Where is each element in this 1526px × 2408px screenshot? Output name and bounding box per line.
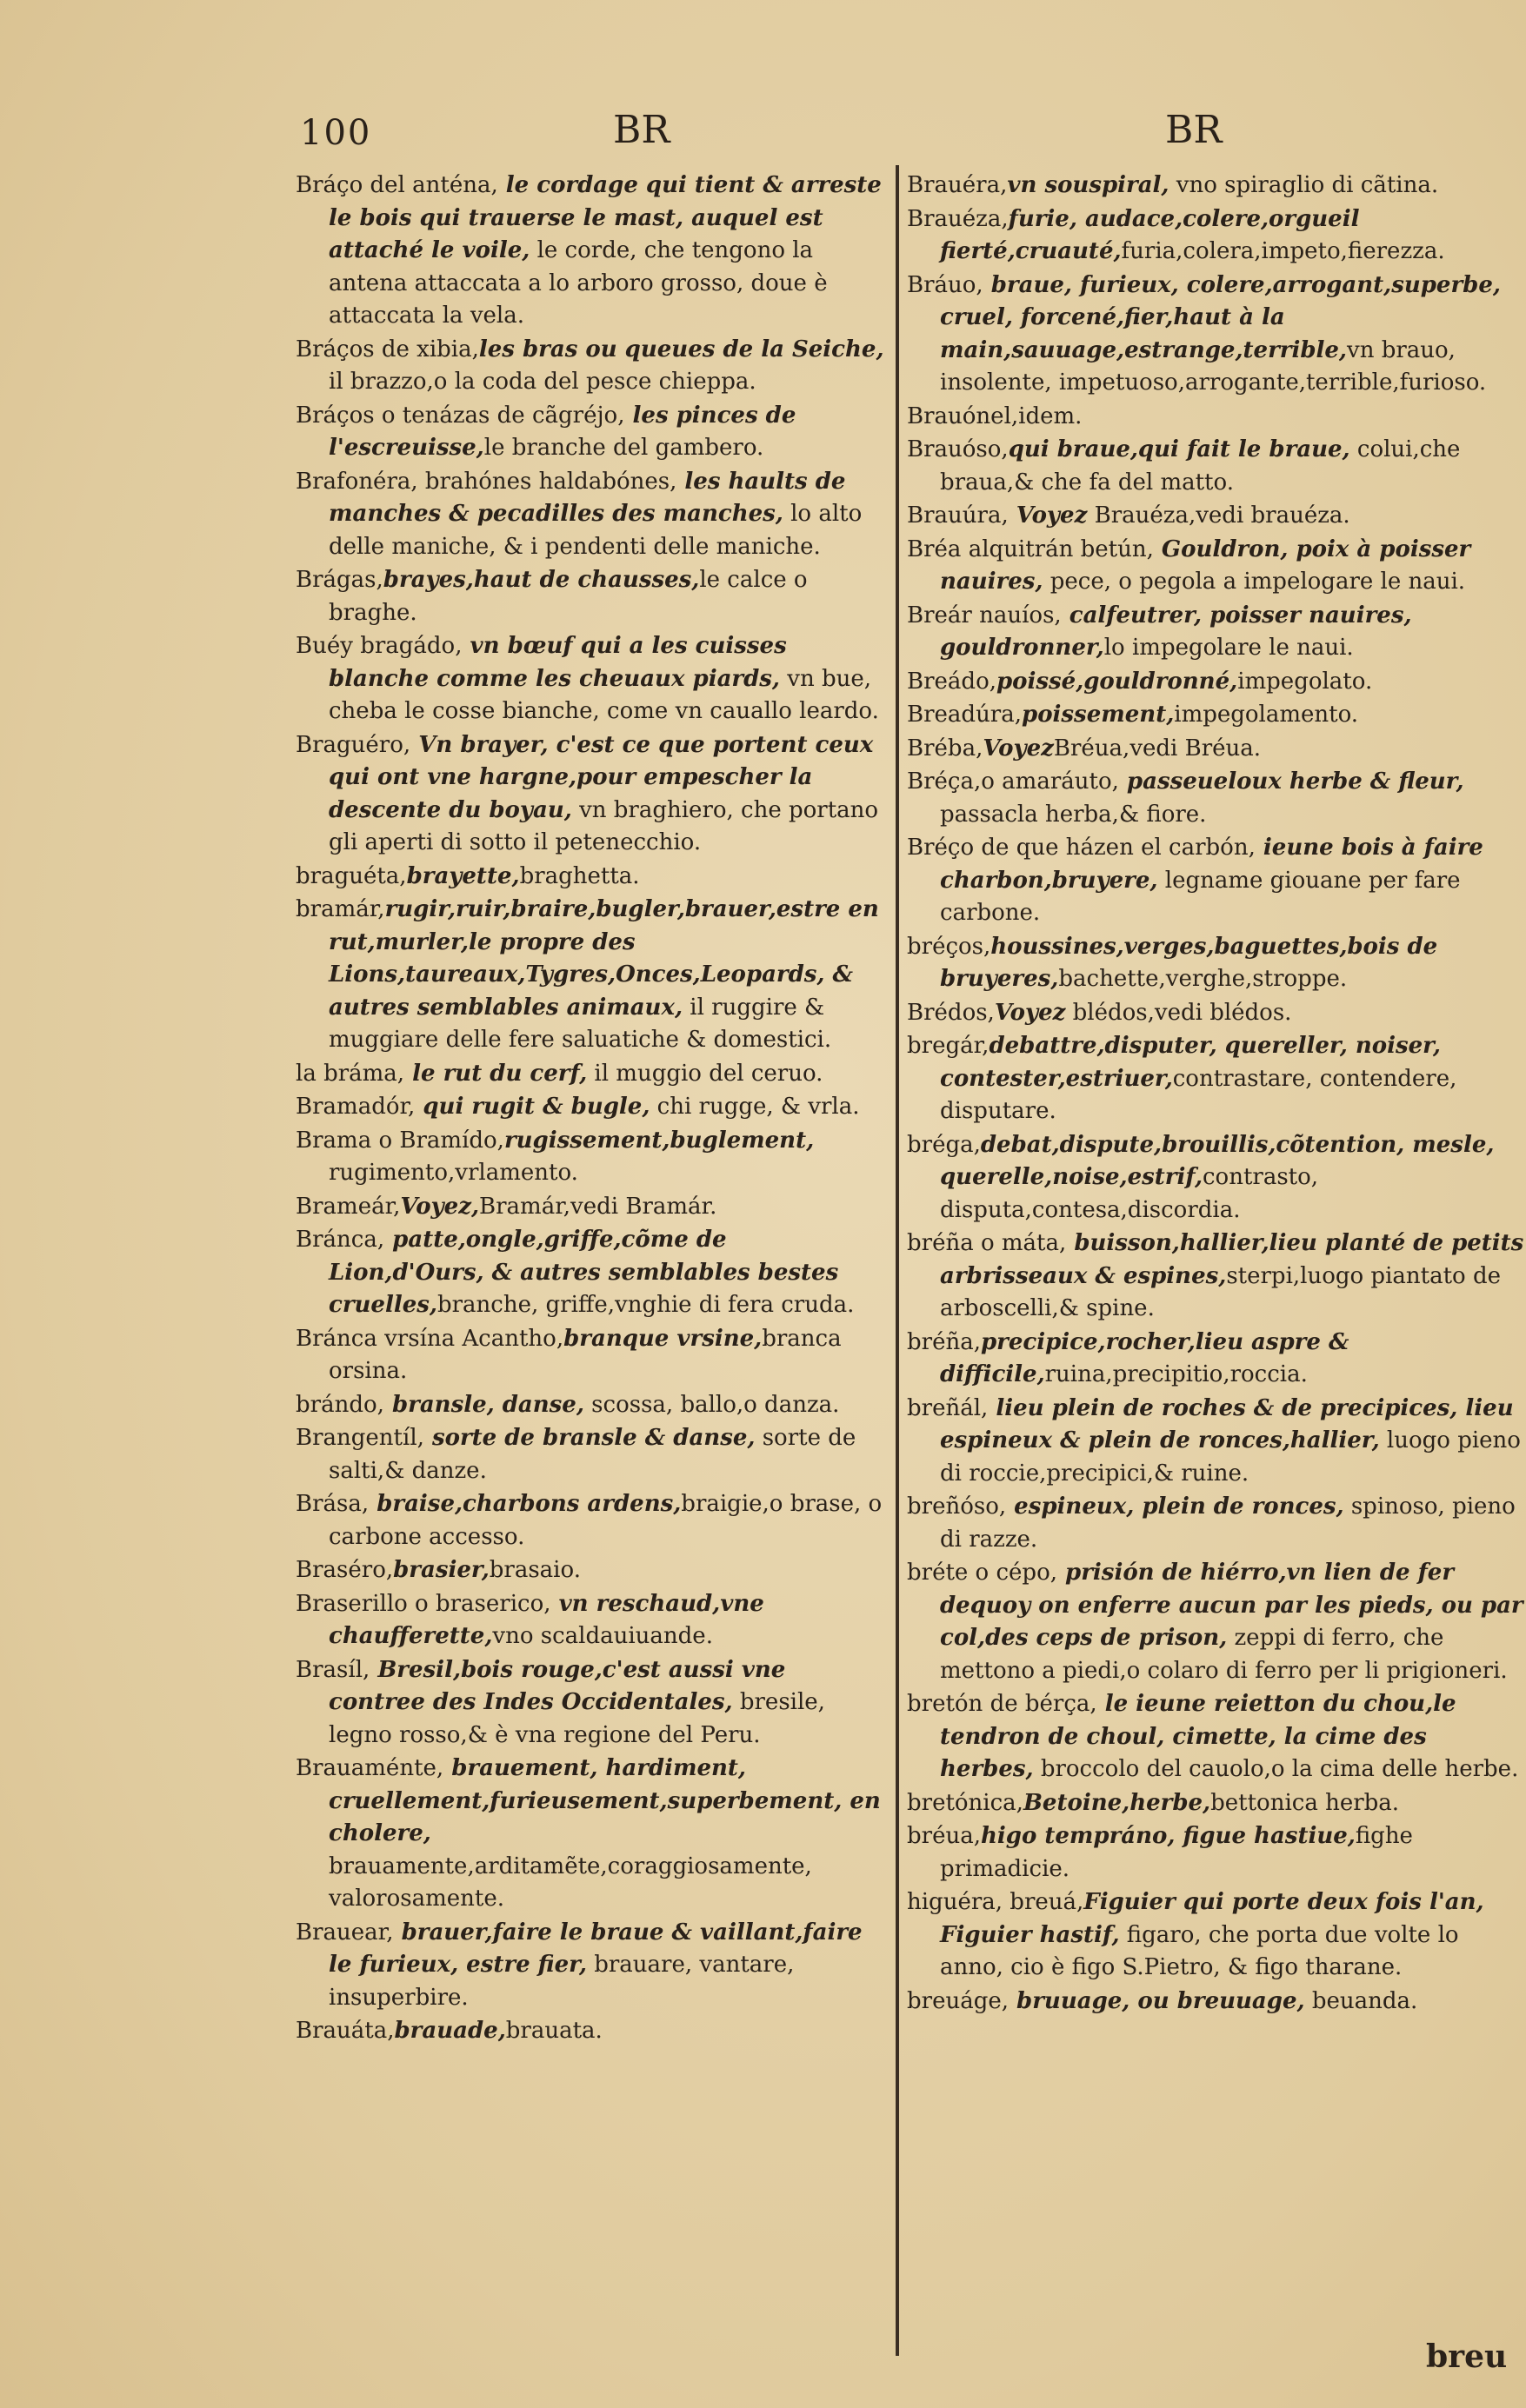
italian-gloss: brauare, vantare, insuperbire. [329, 1952, 795, 2011]
french-gloss: precipice,rocher,lieu aspre & difficile, [940, 1328, 1349, 1387]
french-gloss: higo tempráno, figue hastiue, [980, 1823, 1356, 1849]
headword: Bréa alquitrán betún, [907, 535, 1154, 562]
left-column [296, 170, 887, 2049]
french-gloss: Voyez [994, 999, 1066, 1026]
dictionary-entry [907, 1227, 1526, 1326]
dictionary-entry [907, 500, 1526, 533]
french-gloss: sorte de bransle & danse, [423, 1425, 756, 1451]
italian-gloss: branche, griffe,vnghie di fera cruda. [436, 1292, 855, 1318]
italian-gloss: broccolo del cauolo,o la cima delle herbe. [1033, 1756, 1519, 1782]
italian-gloss: le branche del gambero. [483, 435, 764, 461]
running-header [0, 108, 1526, 165]
headword: Bramadór, [296, 1094, 416, 1120]
french-gloss: Bresil,bois rouge,c'est aussi vne contree des Indes Occidentales, [329, 1656, 786, 1715]
headword: Brafonéra, brahónes haldabónes, [296, 468, 677, 495]
italian-gloss: sorte de salti,& danze. [329, 1425, 856, 1484]
italian-gloss: sterpi,luogo piantato de arboscelli,& spine. [940, 1262, 1501, 1321]
italian-gloss: impegolato. [1237, 668, 1373, 695]
italian-gloss: passacla herba,& fiore. [940, 801, 1207, 828]
dictionary-entry [907, 1557, 1526, 1687]
headword: bréga, [907, 1131, 981, 1158]
headword: bréña, [907, 1328, 981, 1355]
italian-gloss: contrastare, contendere, disputare. [940, 1065, 1457, 1124]
italian-gloss: idem. [1018, 402, 1083, 429]
dictionary-entry [907, 1030, 1526, 1128]
french-gloss: prisión de hiérro,vn lien de fer dequoy on enferre aucun par les pieds, ou par col,des ceps de prison, [940, 1560, 1523, 1651]
french-gloss: brasier, [393, 1557, 490, 1583]
dictionary-entry [296, 1422, 887, 1487]
dictionary-entry [296, 1191, 887, 1224]
italian-gloss: il ruggire & muggiare delle fere saluatiche & domestici. [329, 994, 832, 1053]
dictionary-entry [907, 203, 1526, 269]
dictionary-entry [296, 1224, 887, 1322]
dictionary-entry [907, 1129, 1526, 1227]
italian-gloss: blédos,vedi blédos. [1065, 999, 1292, 1026]
italian-gloss: spinoso, pieno di razze. [940, 1493, 1516, 1553]
french-gloss: vn bœuf qui a les cuisses blanche comme les cheuaux piards, [329, 633, 787, 692]
dictionary-entry [907, 931, 1526, 996]
headword: Brágas, [296, 567, 383, 593]
italian-gloss: furia,colera,impeto,fierezza. [1121, 238, 1445, 264]
italian-gloss: bresile, legno rosso,& è vna regione del Peru. [329, 1689, 825, 1748]
dictionary-entry [907, 1491, 1526, 1556]
french-gloss: Voyez [1008, 502, 1088, 529]
french-gloss: bruuage, ou breuuage, [1009, 1987, 1305, 2014]
headword: Brédos, [907, 999, 995, 1026]
headword: Breadúra, [907, 702, 1023, 728]
italian-gloss: Bramár,vedi Bramár. [479, 1193, 717, 1220]
italian-gloss: vno scaldauiuande. [492, 1623, 713, 1649]
french-gloss: les haults de manches & pecadilles des manches, [329, 468, 846, 527]
french-gloss: Voyez [983, 735, 1054, 762]
headword: higuéra, breuá, [907, 1889, 1084, 1915]
headword: bretón de bérça, [907, 1691, 1097, 1717]
dictionary-entry [907, 1886, 1526, 1985]
left-running-head: BR [613, 108, 670, 152]
italian-gloss: brasaio. [489, 1557, 581, 1583]
french-gloss: furie, audace,colere,orgueil fierté,cruauté, [940, 205, 1360, 264]
headword: Bránca, [296, 1227, 385, 1253]
french-gloss: espineux, plein de ronces, [1006, 1493, 1344, 1520]
french-gloss: ieune bois à faire charbon,bruyere, [940, 835, 1483, 894]
french-gloss: Voyez, [400, 1193, 480, 1220]
catchword: breu [1426, 2338, 1508, 2375]
french-gloss: le cordage qui tient & arreste le bois qui trauerse le mast, auquel est attaché le voile, [329, 172, 882, 263]
headword: Breár nauíos, [907, 602, 1062, 629]
french-gloss: passeueloux herbe & fleur, [1118, 768, 1464, 795]
headword: Bráuo, [907, 271, 983, 298]
headword: Bránca vrsína Acantho, [296, 1325, 564, 1352]
headword: Brása, [296, 1491, 370, 1517]
page-number: 100 [300, 113, 372, 153]
dictionary-entry [907, 1327, 1526, 1392]
french-gloss: debat,dispute,brouillis,cõtention, mesle, querelle,noise,estrif, [940, 1131, 1495, 1190]
italian-gloss: contrasto, disputa,contesa,discordia. [940, 1164, 1319, 1223]
dictionary-entry [907, 1787, 1526, 1820]
headword: breuáge, [907, 1987, 1009, 2014]
french-gloss: vn souspiral, [1007, 172, 1169, 198]
french-gloss: brayette, [406, 862, 520, 889]
french-gloss: calfeutrer, poisser nauires, gouldronner, [940, 602, 1412, 661]
dictionary-entry [907, 699, 1526, 732]
french-gloss: Gouldron, poix à poisser nauires, [940, 535, 1471, 595]
italian-gloss: Bréua,vedi Bréua. [1053, 735, 1262, 762]
italian-gloss: bachette,verghe,stroppe. [1058, 966, 1348, 992]
italian-gloss: zeppi di ferro, che mettono a piedi,o colaro di ferro per li prigioneri. [940, 1625, 1508, 1684]
dictionary-entry [296, 1091, 887, 1124]
headword: Brama o Bramído, [296, 1127, 504, 1154]
headword: bréña o máta, [907, 1230, 1067, 1256]
italian-gloss: impegolamento. [1174, 702, 1359, 728]
italian-gloss: beuanda. [1304, 1987, 1418, 2014]
headword: Brangentíl, [296, 1425, 424, 1451]
italian-gloss: colui,che braua,& che fa del matto. [940, 436, 1461, 496]
french-gloss: buisson,hallier,lieu planté de petits arbrisseaux & espines, [940, 1230, 1524, 1289]
headword: Bráços de xibia, [296, 336, 479, 363]
italian-gloss: le corde, che tengono la antena attaccata a lo arboro grosso, doue è attaccata la vela. [329, 237, 828, 329]
french-gloss: le rut du cerf, [404, 1060, 588, 1087]
italian-gloss: vn braghiero, che portano gli aperti di sotto il petenecchio. [329, 796, 879, 855]
headword: breñál, [907, 1394, 989, 1421]
french-gloss: brayes,haut de chausses, [383, 567, 700, 593]
italian-gloss: Brauéza,vedi brauéza. [1087, 502, 1350, 529]
dictionary-entry [907, 434, 1526, 499]
headword: bregár, [907, 1033, 990, 1059]
headword: bréte o cépo, [907, 1560, 1057, 1586]
french-gloss: poissement, [1022, 702, 1175, 728]
headword: breñóso, [907, 1493, 1007, 1520]
french-gloss: Figuier qui porte deux fois l'an, Figuier hastif, [940, 1889, 1484, 1948]
dictionary-entry [907, 534, 1526, 599]
headword: bramár, [296, 896, 385, 922]
headword: Breádo, [907, 668, 996, 695]
french-gloss: brauement, hardiment, cruellement,furieusement,superbement, en cholere, [329, 1755, 881, 1846]
french-gloss: qui braue,qui fait le braue, [1008, 436, 1350, 462]
dictionary-entry [296, 1588, 887, 1653]
italian-gloss: bettonica herba. [1210, 1789, 1400, 1816]
headword: Brauear, [296, 1919, 394, 1946]
french-gloss: qui rugit & bugle, [415, 1094, 650, 1120]
dictionary-entry [907, 170, 1526, 203]
french-gloss: brauer,faire le braue & vaillant,faire le furieux, estre fier, [329, 1919, 863, 1978]
dictionary-entry [296, 1125, 887, 1190]
french-gloss: houssines,verges,baguettes,bois de bruyeres, [940, 933, 1438, 992]
headword: Brauóso, [907, 436, 1009, 462]
dictionary-entry [296, 861, 887, 894]
italian-gloss: lo alto delle maniche, & i pendenti delle maniche. [329, 501, 863, 560]
french-gloss: le ieune reietton du chou,le tendron de choul, cimette, la cime des herbes, [940, 1691, 1456, 1782]
headword: Braséro, [296, 1557, 394, 1583]
headword: brándo, [296, 1391, 384, 1418]
italian-gloss: vno spiraglio di cãtina. [1169, 172, 1439, 198]
right-column [907, 170, 1526, 2019]
headword: bréços, [907, 933, 991, 960]
french-gloss: les pinces de l'escreuisse, [329, 402, 796, 461]
dictionary-entry [907, 733, 1526, 766]
italian-gloss: brauata. [505, 2018, 603, 2044]
dictionary-entry [296, 1654, 887, 1753]
italian-gloss: chi rugge, & vrla. [650, 1094, 860, 1120]
italian-gloss: vn bue, cheba le cosse bianche, come vn cauallo leardo. [329, 665, 879, 724]
italian-gloss: brauamente,arditamẽte,coraggiosamente, valorosamente. [329, 1853, 812, 1912]
headword: Brauúra, [907, 502, 1009, 529]
dictionary-entry [296, 564, 887, 629]
dictionary-entry [296, 466, 887, 564]
headword: Brameár, [296, 1193, 401, 1220]
dictionary-entry [907, 666, 1526, 699]
column-divider [896, 165, 899, 2356]
italian-gloss: vn brauo, insolente, impetuoso,arrogante,terrible,furioso. [940, 336, 1487, 396]
french-gloss: les bras ou queues de la Seiche, [478, 336, 884, 363]
dictionary-entry [296, 894, 887, 1057]
dictionary-entry [296, 2015, 887, 2048]
right-running-head: BR [1165, 108, 1223, 152]
dictionary-entry [907, 1986, 1526, 2019]
italian-gloss: il muggio del ceruo. [587, 1060, 823, 1087]
dictionary-entry [907, 401, 1526, 434]
dictionary-entry [296, 1058, 887, 1091]
dictionary-entry [907, 1820, 1526, 1886]
dictionary-entry [296, 1323, 887, 1388]
french-gloss: Betoine,herbe, [1023, 1789, 1211, 1816]
french-gloss: lieu plein de roches & de precipices, lieu espineux & plein de ronces,hallier, [940, 1394, 1514, 1453]
dictionary-entry [296, 1917, 887, 2015]
headword: Brasíl, [296, 1656, 370, 1683]
dictionary-entry [296, 1554, 887, 1587]
dictionary-entry [907, 269, 1526, 400]
italian-gloss: luogo pieno di roccie,precipici,& ruine. [940, 1427, 1521, 1487]
headword: braguéta, [296, 862, 407, 889]
headword: Bráço del anténa, [296, 172, 498, 198]
headword: bretónica, [907, 1789, 1023, 1816]
dictionary-entry [907, 1688, 1526, 1786]
italian-gloss: il brazzo,o la coda del pesce chieppa. [329, 369, 756, 395]
dictionary-entry [296, 334, 887, 399]
italian-gloss: figaro, che porta due volte lo anno, cio è figo S.Pietro, & figo tharane. [940, 1921, 1459, 1980]
headword: Brauéza, [907, 205, 1009, 232]
french-gloss: debattre,disputer, quereller, noiser, contester,estriuer, [940, 1033, 1441, 1092]
dictionary-entry [907, 997, 1526, 1030]
dictionary-entry [296, 1488, 887, 1553]
italian-gloss: rugimento,vrlamento. [329, 1160, 578, 1186]
french-gloss: braue, furieux, colere,arrogant,superbe, cruel, forcené,fier,haut à la main,sauuage,estrange,terrible, [940, 271, 1501, 363]
italian-gloss: le calce o braghe. [329, 567, 808, 626]
french-gloss: braise,charbons ardens, [369, 1491, 682, 1517]
italian-gloss: lo impegolare le naui. [1103, 635, 1354, 661]
headword: Bréça,o amaráuto, [907, 768, 1119, 795]
headword: la bráma, [296, 1060, 405, 1087]
french-gloss: rugir,ruir,braire,bugler,brauer,estre en rut,murler,le propre des Lions,taureaux,Tygres,Onces,Leopards, & autres semblables animaux, [329, 896, 879, 1021]
italian-gloss: scossa, ballo,o danza. [583, 1391, 840, 1418]
french-gloss: Vn brayer, c'est ce que portent ceux qui ont vne hargne,pour empescher la descente du boyau, [329, 731, 874, 823]
italian-gloss: pece, o pegola a impelogare le naui. [1043, 569, 1466, 595]
italian-gloss: ruina,precipitio,roccia. [1044, 1361, 1308, 1387]
italian-gloss: branca orsina. [329, 1325, 842, 1384]
italian-gloss: legname giouane per fare carbone. [940, 867, 1461, 926]
french-gloss: rugissement,buglement, [503, 1127, 815, 1154]
dictionary-entry [296, 1753, 887, 1916]
headword: Bráços o tenázas de cãgréjo, [296, 402, 625, 429]
headword: Brauónel, [907, 402, 1019, 429]
headword: Brauáta, [296, 2018, 395, 2044]
dictionary-entry [907, 600, 1526, 665]
italian-gloss: braghetta. [519, 862, 640, 889]
headword: bréua, [907, 1823, 981, 1849]
dictionary-entry [907, 832, 1526, 930]
french-gloss: poissé,gouldronné, [996, 668, 1238, 695]
headword: Braserillo o braserico, [296, 1590, 551, 1617]
headword: Brauéra, [907, 172, 1008, 198]
headword: Buéy bragádo, [296, 633, 463, 659]
headword: Bréço de que házen el carbón, [907, 835, 1256, 861]
dictionary-entry [907, 766, 1526, 831]
dictionary-entry [296, 630, 887, 728]
french-gloss: vn reschaud,vne chaufferette, [329, 1590, 764, 1649]
dictionary-entry [296, 1389, 887, 1422]
french-gloss: bransle, danse, [383, 1391, 584, 1418]
italian-gloss: braigie,o brase, o carbone accesso. [329, 1491, 883, 1550]
headword: Bréba, [907, 735, 983, 762]
dictionary-entry [907, 1393, 1526, 1491]
headword: Brauaménte, [296, 1755, 444, 1781]
dictionary-entry [296, 170, 887, 333]
dictionary-entry [296, 400, 887, 465]
french-gloss: branque vrsine, [563, 1325, 763, 1352]
french-gloss: patte,ongle,griffe,cõme de Lion,d'Ours, & autres semblables bestes cruelles, [329, 1227, 839, 1318]
dictionary-entry [296, 729, 887, 860]
italian-gloss: fighe primadicie. [940, 1823, 1413, 1882]
headword: Braguéro, [296, 731, 411, 758]
french-gloss: brauade, [394, 2018, 506, 2044]
